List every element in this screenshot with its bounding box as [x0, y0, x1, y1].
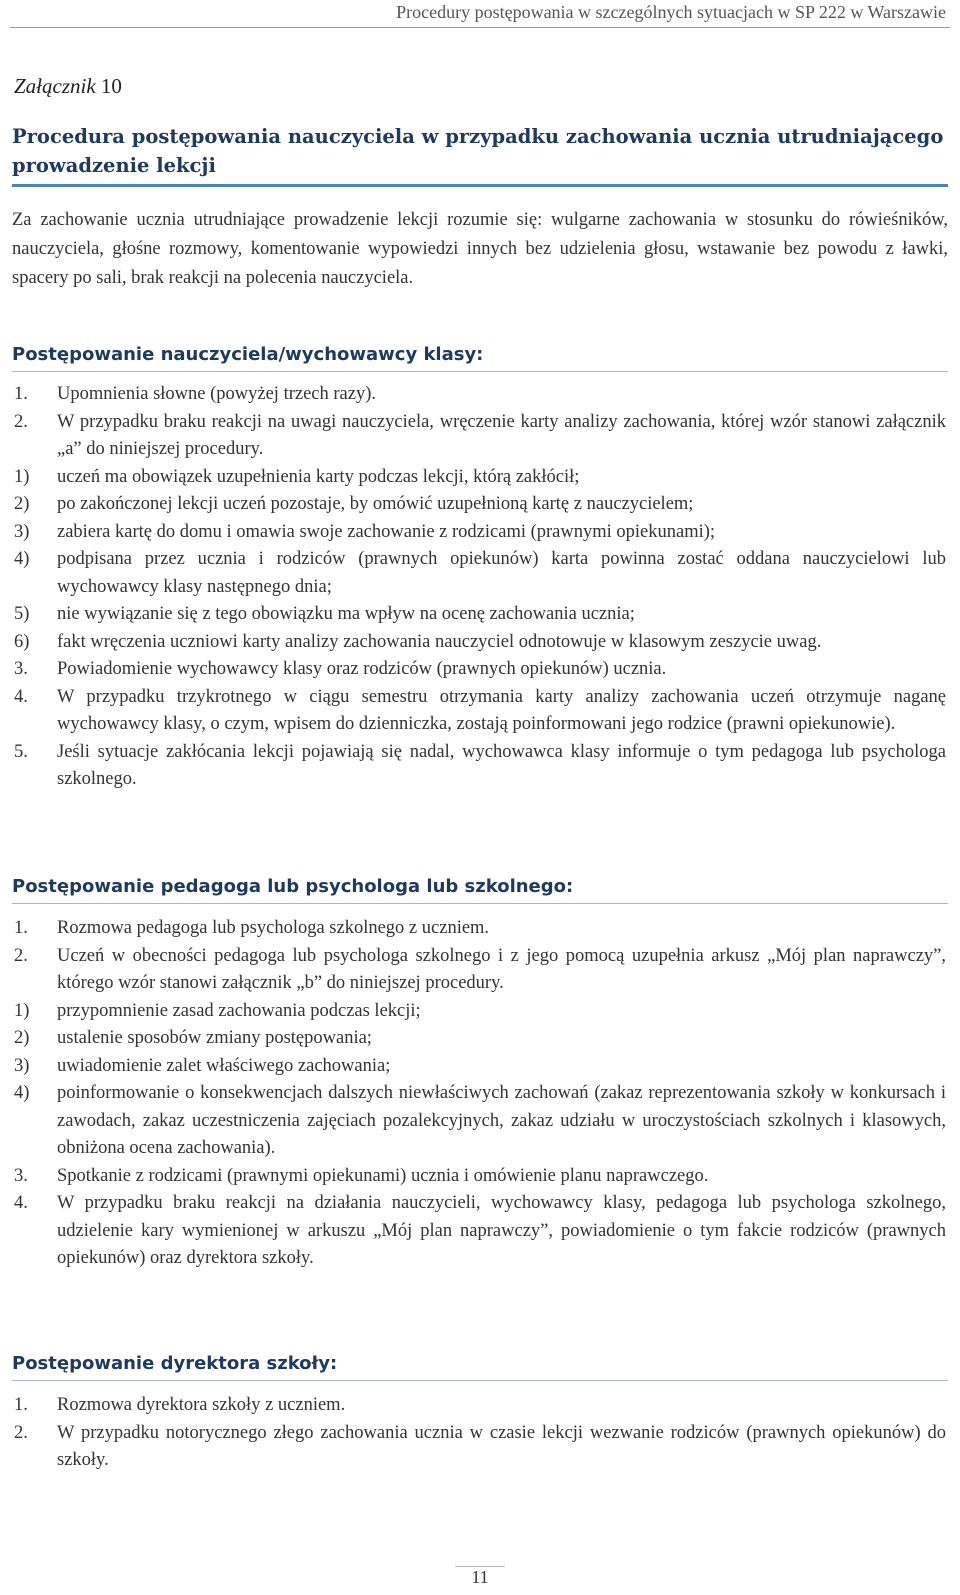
list-item-number: 5. [14, 741, 28, 762]
list-item [14, 915, 946, 943]
section-heading-pedagogue: Postępowanie pedagoga lub psychologa lub szkolnego: [12, 874, 948, 904]
list-item [14, 464, 946, 492]
list-item-text: Spotkanie z rodzicami (prawnymi opiekunami) ucznia i omówienie planu naprawczego. [57, 1165, 709, 1186]
list-item-number: 1) [14, 1000, 30, 1021]
list-item-number: 4. [14, 686, 28, 707]
list-item-number: 4. [14, 1193, 28, 1213]
list-item-text: Upomnienia słowne (powyżej trzech razy). [57, 384, 376, 404]
list-item-text: W przypadku notorycznego złego zachowania ucznia w czasie lekcji wezwanie rodziców (prawnych opiekunów) do szkoły. [57, 1422, 946, 1470]
list-item-text: poinformowanie o konsekwencjach dalszych niewłaściwych zachowań (zakaz reprezentowania szkoły w konkursach i zawodach, zakaz uczestniczenia zajęciach pozalekcyjnych, zakaz udziału w uroczystościach szkolnych i klasowych, obniżona ocena zachowania). [57, 1083, 946, 1158]
section-heading-teacher: Postępowanie nauczyciela/wychowawcy klasy: [12, 342, 948, 372]
list-item-number: 2. [14, 945, 28, 966]
attachment-label [14, 74, 122, 99]
list-item-number: 6) [14, 631, 30, 652]
list-item-number: 1. [14, 384, 28, 404]
list-item [14, 629, 946, 657]
list-item-number: 1. [14, 1395, 28, 1415]
director-procedure-list [14, 1392, 946, 1475]
list-item-number: 2. [14, 1422, 28, 1443]
list-item [14, 1025, 946, 1053]
list-item-number: 5) [14, 604, 30, 624]
list-item-number: 2) [14, 494, 30, 514]
list-item [14, 601, 946, 629]
section-heading-director: Postępowanie dyrektora szkoły: [12, 1351, 948, 1381]
pedagogue-procedure-list [14, 915, 946, 1273]
list-item [14, 1163, 946, 1191]
list-item-text: Uczeń w obecności pedagoga lub psychologa szkolnego i z jego pomocą uzupełnia arkusz „Mój plan naprawczy”, którego wzór stanowi załącznik „b” do niniejszej procedury. [57, 945, 946, 993]
document-title: Procedura postępowania nauczyciela w przypadku zachowania ucznia utrudniającego prowadzenie lekcji [12, 122, 948, 187]
list-item-number: 3. [14, 659, 28, 679]
list-item-text: uczeń ma obowiązek uzupełnienia karty podczas lekcji, którą zakłócił; [57, 466, 580, 487]
list-item [14, 656, 946, 684]
list-item-text: Powiadomienie wychowawcy klasy oraz rodziców (prawnych opiekunów) ucznia. [57, 659, 667, 679]
list-item-text: Jeśli sytuacje zakłócania lekcji pojawiają się nadal, wychowawca klasy informuje o tym pedagoga lub psychologa szkolnego. [57, 741, 946, 789]
list-item-text: nie wywiązanie się z tego obowiązku ma wpływ na ocenę zachowania ucznia; [57, 604, 635, 624]
list-item [14, 1420, 946, 1475]
attachment-label-word: Załącznik [14, 74, 96, 98]
list-item-text: podpisana przez ucznia i rodziców (prawnych opiekunów) karta powinna zostać oddana nauczycielowi lub wychowawcy klasy następnego dnia; [57, 549, 946, 597]
list-item-text: W przypadku braku reakcji na działania nauczycieli, wychowawcy klasy, pedagoga lub psychologa szkolnego, udzielenie kary wymienionej w arkuszu „Mój plan naprawczy”, powiadomienie o tym fakcie rodziców (prawnych opiekunów) oraz dyrektora szkoły. [57, 1193, 946, 1268]
list-item [14, 739, 946, 794]
list-item [14, 684, 946, 739]
list-item [14, 998, 946, 1026]
list-item-text: Rozmowa dyrektora szkoły z uczniem. [57, 1395, 346, 1415]
list-item-text: po zakończonej lekcji uczeń pozostaje, by omówić uzupełnioną kartę z nauczycielem; [57, 494, 694, 514]
page-number: 11 [471, 1567, 489, 1587]
list-item [14, 519, 946, 547]
list-item-number: 3. [14, 1165, 28, 1186]
list-item [14, 381, 946, 409]
list-item [14, 943, 946, 998]
list-item-number: 1. [14, 918, 28, 938]
list-item [14, 1190, 946, 1273]
list-item-text: zabiera kartę do domu i omawia swoje zachowanie z rodzicami (prawnymi opiekunami); [57, 521, 716, 542]
list-item-number: 4) [14, 549, 30, 569]
list-item-text: fakt wręczenia uczniowi karty analizy zachowania nauczyciel odnotowuje w klasowym zeszycie uwag. [57, 631, 822, 652]
list-item [14, 1053, 946, 1081]
list-item-number: 2. [14, 411, 28, 432]
list-item [14, 546, 946, 601]
list-item-number: 3) [14, 1055, 30, 1076]
list-item-number: 1) [14, 466, 30, 487]
list-item-number: 3) [14, 521, 30, 542]
intro-paragraph: Za zachowanie ucznia utrudniające prowadzenie lekcji rozumie się: wulgarne zachowania w stosunku do rówieśników, nauczyciela, głośne rozmowy, komentowanie wypowiedzi innych bez udzielenia głosu, wstawanie bez powodu z ławki, spacery po sali, brak reakcji na polecenia nauczyciela. [12, 210, 948, 288]
list-item [14, 1080, 946, 1163]
teacher-procedure-list [14, 381, 946, 794]
running-header: Procedury postępowania w szczególnych sytuacjach w SP 222 w Warszawie [10, 0, 950, 28]
list-item [14, 491, 946, 519]
list-item [14, 1392, 946, 1420]
list-item [14, 409, 946, 464]
list-item-text: ustalenie sposobów zmiany postępowania; [57, 1028, 372, 1048]
list-item-text: W przypadku braku reakcji na uwagi nauczyciela, wręczenie karty analizy zachowania, której wzór stanowi załącznik „a” do niniejszej procedury. [57, 411, 946, 459]
list-item-number: 2) [14, 1028, 30, 1048]
list-item-text: W przypadku trzykrotnego w ciągu semestru otrzymania karty analizy zachowania uczeń otrzymuje naganę wychowawcy klasy, o czym, wpisem do dzienniczka, zostają poinformowani jego rodzice (prawni opiekunowie). [57, 686, 946, 734]
list-item-text: uwiadomienie zalet właściwego zachowania; [57, 1055, 391, 1076]
list-item-number: 4) [14, 1083, 30, 1103]
list-item-text: Rozmowa pedagoga lub psychologa szkolnego z uczniem. [57, 918, 490, 938]
attachment-number: 10 [100, 74, 122, 98]
list-item-text: przypomnienie zasad zachowania podczas lekcji; [57, 1000, 421, 1021]
